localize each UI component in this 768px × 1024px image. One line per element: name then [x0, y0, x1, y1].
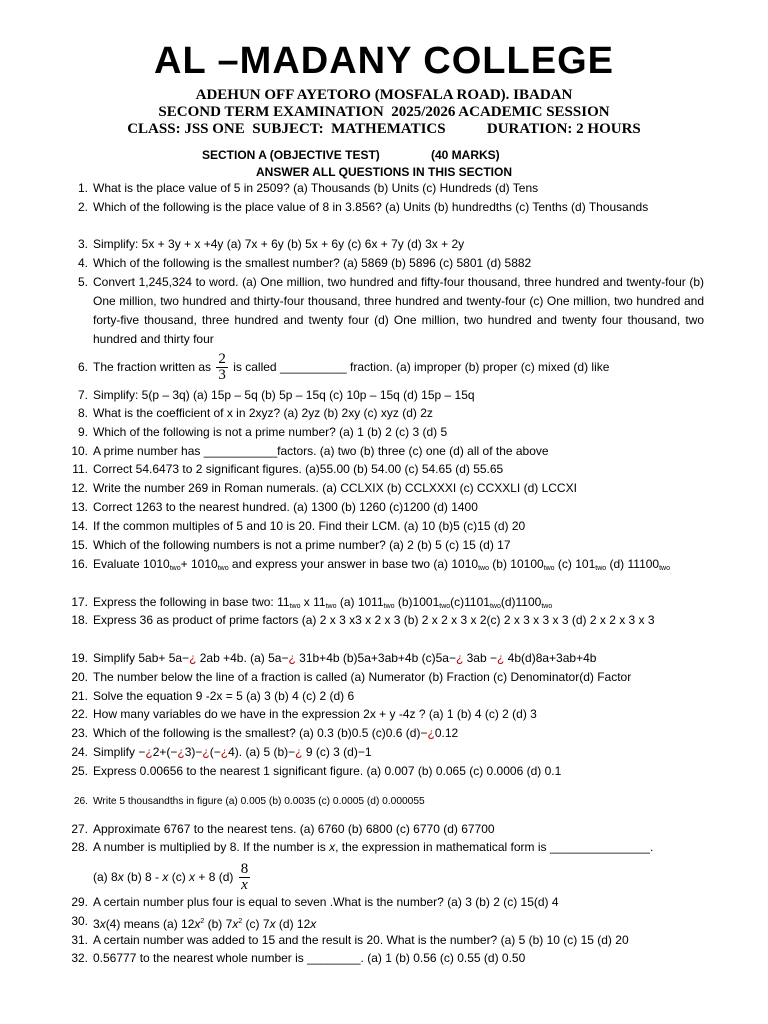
question-text: 3x(4) means (a) $12x^2$ (b) $7x^2$ (c) 7x (d) 12x	[93, 917, 317, 931]
question-number: 4.	[77, 256, 88, 270]
question-number: 11.	[72, 462, 88, 476]
question-number: 7.	[77, 388, 88, 402]
question-number: 20.	[71, 670, 88, 684]
question-14	[66, 517, 704, 536]
question-11	[66, 460, 704, 479]
question-number: 28.	[71, 840, 88, 854]
question-number: 25.	[71, 764, 88, 778]
question-text: Evaluate $1010_{two}+ 1010_{two}$ and express your answer in base two (a) $1010_{two}$ (b) $10100_{two}$ (c) $101_{two}$ (d) $11100_{two}$	[93, 557, 670, 572]
question-text: A number is multiplied by 8. If the number is x, the expression in mathematical form is _______________.	[93, 840, 654, 854]
exam-title: SECOND TERM EXAMINATION 2025/2026 ACADEMIC SESSION	[158, 104, 610, 120]
question-number: 8.	[77, 406, 88, 420]
question-number: 22.	[71, 707, 88, 721]
question-text: Approximate 6767 to the nearest tens. (a) 6760 (b) 6800 (c) 6770 (d) 67700	[93, 822, 495, 836]
question-16	[66, 555, 704, 578]
question-31	[66, 931, 704, 950]
fraction-numerator: 2	[218, 351, 226, 368]
question-8	[66, 404, 704, 423]
question-19	[66, 649, 704, 668]
question-number: 15.	[71, 538, 88, 552]
question-number: 16.	[71, 557, 88, 571]
question-text: Simplify: 5x + 3y + x +4y (a) 7x + 6y (b) 5x + 6y (c) 6x + 7y (d) 3x + 2y	[93, 237, 465, 251]
question-number: 12.	[71, 481, 88, 495]
question-number: 17.	[71, 595, 88, 609]
question-27	[66, 820, 704, 839]
question-text: 0.56777 to the nearest whole number is ________. (a) 1 (b) 0.56 (c) 0.55 (d) 0.50	[93, 951, 526, 965]
question-number: 5.	[77, 275, 88, 289]
section-title: SECTION A (OBJECTIVE TEST)	[202, 148, 380, 162]
class-subject-duration: CLASS: JSS ONE SUBJECT: MATHEMATICS DURATION: 2 HOURS	[127, 121, 641, 137]
question-text: Which of the following is not a prime number? (a) 1 (b) 2 (c) 3 (d) 5	[93, 425, 448, 439]
question-number: 1.	[77, 181, 88, 195]
question-text: What is the place value of 5 in 2509? (a) Thousands (b) Units (c) Hundreds (d) Tens	[93, 181, 539, 195]
question-4	[66, 254, 704, 273]
question-text: The number below the line of a fraction is called (a) Numerator (b) Fraction (c) Denominator(d) Factor	[93, 670, 632, 684]
question-number: 9.	[77, 425, 88, 439]
fraction-denominator: x	[241, 877, 248, 894]
question-32	[66, 949, 704, 968]
question-text	[93, 350, 704, 384]
question-18	[66, 611, 704, 630]
question-number: 14.	[71, 519, 88, 533]
question-5	[66, 273, 704, 349]
question-23	[66, 724, 704, 743]
question-number: 29.	[71, 895, 88, 909]
section-marks: (40 MARKS)	[431, 148, 500, 162]
question-9	[66, 423, 704, 442]
question-13	[66, 498, 704, 517]
question-text: Simplify −¿2+(−¿3)−¿(−¿4). (a) 5 (b)−¿ 9 (c) 3 (d)−1	[93, 745, 372, 759]
question-text: Which of the following numbers is not a prime number? (a) 2 (b) 5 (c) 15 (d) 17	[93, 538, 511, 552]
question-25	[66, 762, 704, 781]
question-text: Express 0.00656 to the nearest 1 significant figure. (a) 0.007 (b) 0.065 (c) 0.0006 (d) 0.1	[93, 764, 562, 778]
question-number: 24.	[71, 745, 88, 759]
question-text: Write 5 thousandths in figure (a) 0.005 (b) 0.0035 (c) 0.0005 (d) 0.000055	[93, 796, 425, 807]
question-3	[66, 235, 704, 254]
question-text: Correct 54.6473 to 2 significant figures. (a)55.00 (b) 54.00 (c) 54.65 (d) 55.65	[93, 462, 504, 476]
question-text: Write the number 269 in Roman numerals. (a) CCLXIX (b) CCLXXXI (c) CCXXLI (d) LCCXI	[93, 481, 577, 495]
question-text: Express 36 as product of prime factors (a) 2 x 3 x3 x 2 x 3 (b) 2 x 2 x 3 x 2(c) 2 x 3 x 3 x 3 (d) 2 x 2 x 3 x 3	[93, 613, 655, 627]
question-21	[66, 687, 704, 706]
question-20	[66, 668, 704, 687]
question-text: Which of the following is the smallest number? (a) 5869 (b) 5896 (c) 5801 (d) 5882	[93, 256, 532, 270]
question-26	[66, 792, 704, 811]
fraction	[216, 352, 228, 383]
question-text: Simplify: 5(p – 3q) (a) 15p – 5q (b) 5p – 15q (c) 10p – 15q (d) 15p – 15q	[93, 388, 475, 402]
question-text-part: The fraction written as	[93, 360, 212, 374]
question-text: Which of the following is the place value of 8 in 3.856? (a) Units (b) hundredths (c) Tenths (d) Thousands	[93, 200, 649, 214]
question-number: 6.	[77, 360, 88, 374]
question-15	[66, 536, 704, 555]
question-28	[66, 838, 704, 893]
question-number: 19.	[71, 651, 88, 665]
question-7	[66, 386, 704, 405]
question-2	[66, 198, 704, 217]
question-number: 23.	[71, 726, 88, 740]
fraction-numerator: 8	[240, 861, 249, 878]
question-text: Simplify 5ab+ 5a−¿ 2ab +4b. (a) 5a−¿ 31b+4b (b)5a+3ab+4b (c)5a−¿ 3ab −¿ 4b(d)8a+3ab+4b	[93, 651, 597, 665]
question-text: Solve the equation 9 -2x = 5 (a) 3 (b) 4 (c) 2 (d) 6	[93, 689, 355, 703]
question-text-part: is called __________ fraction. (a) improper (b) proper (c) mixed (d) like	[233, 360, 610, 374]
question-number: 2.	[77, 200, 88, 214]
question-number: 31.	[71, 933, 88, 947]
question-text: How many variables do we have in the expression 2x + y -4z ? (a) 1 (b) 4 (c) 2 (d) 3	[93, 707, 537, 721]
question-text: What is the coefficient of x in 2xyz? (a) 2yz (b) 2xy (c) xyz (d) 2z	[93, 406, 433, 420]
question-22	[66, 705, 704, 724]
question-number: 27.	[71, 822, 88, 836]
question-text: Correct 1263 to the nearest hundred. (a) 1300 (b) 1260 (c)1200 (d) 1400	[93, 500, 478, 514]
question-number: 21.	[71, 689, 88, 703]
question-24	[66, 743, 704, 762]
question-6	[66, 350, 704, 384]
question-number: 13.	[71, 500, 88, 514]
section-instruction: ANSWER ALL QUESTIONS IN THIS SECTION	[255, 165, 512, 179]
college-name: AL –MADANY COLLEGE	[154, 40, 614, 82]
question-text: A certain number plus four is equal to seven .What is the number? (a) 3 (b) 2 (c) 15(d) 4	[93, 895, 559, 909]
question-12	[66, 479, 704, 498]
question-text: Which of the following is the smallest? (a) 0.3 (b)0.5 (c)0.6 (d)−¿0.12	[93, 726, 459, 740]
question-29	[66, 893, 704, 912]
question-text: A certain number was added to 15 and the result is 20. What is the number? (a) 5 (b) 10 (c) 15 (d) 20	[93, 933, 629, 947]
question-number: 32.	[71, 951, 88, 965]
question-options: (a) 8x (b) 8 - x (c) x + 8 (d) $\frac{8}{x}$	[93, 861, 249, 894]
school-address: ADEHUN OFF AYETORO (MOSFALA ROAD). IBADAN	[195, 87, 573, 103]
fraction-denominator: 3	[218, 367, 226, 384]
question-number: 18.	[71, 613, 88, 627]
question-text: Express the following in base two: $11_{two}$ x $11_{two}$ (a) $1011_{two}$ $(b)1001_{two}(c)1101_{two}(d)1100_{two}$	[93, 595, 553, 610]
question-number: 10.	[71, 444, 88, 458]
question-1	[66, 179, 704, 198]
question-text: A prime number has ___________factors. (a) two (b) three (c) one (d) all of the above	[93, 444, 549, 458]
question-number: 3.	[77, 237, 88, 251]
question-number: 30.	[71, 914, 88, 928]
question-text: If the common multiples of 5 and 10 is 20. Find their LCM. (a) 10 (b)5 (c)15 (d) 20	[93, 519, 526, 533]
question-text: Convert 1,245,324 to word. (a) One million, two hundred and fifty-four thousand, three hundred and twenty-four (b) One million, two hundred and thirty-four thousand, three hundred and twenty-four (c) One million, two hundred and forty-five thousand, three hundred and twenty four (d) One million, two hundred and twenty four thousand, two hundred and thirty four	[93, 275, 704, 346]
question-number: 26.	[73, 796, 88, 807]
question-10	[66, 442, 704, 461]
fraction	[239, 862, 251, 893]
